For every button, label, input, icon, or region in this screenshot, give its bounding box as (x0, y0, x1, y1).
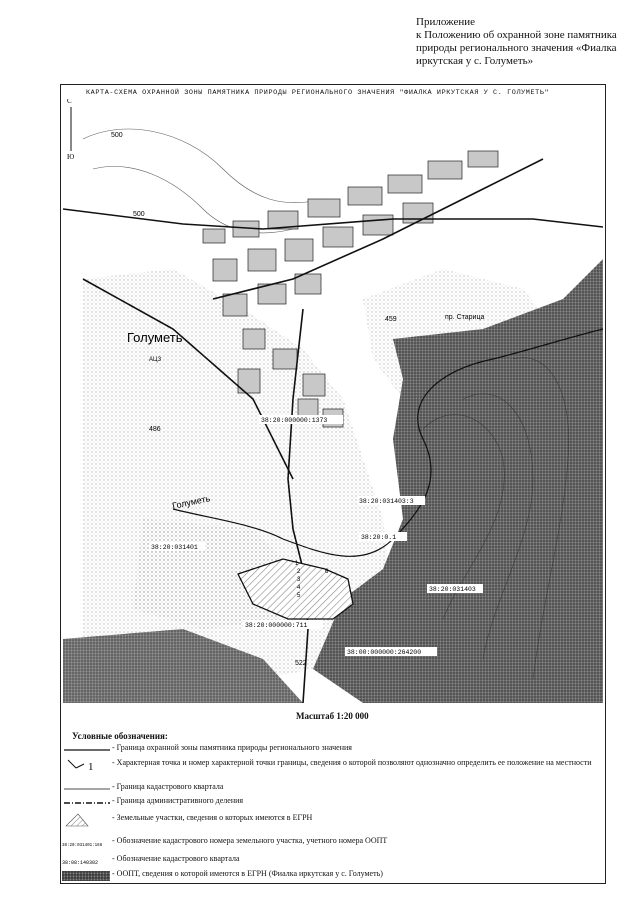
appendix-line: Приложение (416, 16, 476, 28)
north-label: С (67, 99, 72, 105)
elevation-label: 522 (295, 660, 307, 667)
legend-item-oopt (62, 868, 602, 884)
map-canvas (63, 99, 603, 703)
legend-text: - Обозначение кадастрового номера земельного участка, учетного номера ООПТ (112, 836, 388, 845)
small-label: АЦЗ (149, 357, 162, 363)
elevation-label: 459 (385, 316, 397, 323)
pond-label: пр. Старица (445, 314, 485, 321)
label-symbol-icon (62, 853, 112, 869)
elevation-label: 500 (111, 132, 123, 139)
legend-symbol-text: 38:20:031401:166 (62, 844, 103, 848)
legend-symbol-text: 1 (88, 761, 94, 773)
dark-fill-symbol-icon (62, 868, 112, 884)
point-number: 3 (297, 577, 301, 583)
point-number: 2 (297, 569, 301, 575)
cadastral-label: 38:00:000000:264200 (347, 649, 422, 656)
legend-item-cadastral-number (62, 835, 602, 851)
legend-text: - Граница охранной зоны памятника природы регионального значения (112, 743, 352, 752)
map-title: КАРТА-СХЕМА ОХРАННОЙ ЗОНЫ ПАМЯТНИКА ПРИРОДЫ РЕГИОНАЛЬНОГО ЗНАЧЕНИЯ "ФИАЛКА ИРКУТСКАЯ У С. ГОЛУМЕТЬ" (86, 89, 550, 97)
legend-text: - Характерная точка и номер характерной точки границы, сведения о которой позволяют однозначно определить ее положение на местности (112, 758, 592, 767)
legend-text: - Обозначение кадастрового квартала (112, 854, 240, 863)
elevation-label: 486 (149, 426, 161, 433)
appendix-header (416, 16, 636, 68)
legend-item-zone-boundary (62, 742, 602, 758)
elevation-label: 500 (133, 211, 145, 218)
point-number: 5 (297, 593, 301, 599)
legend-item-land-plots (62, 812, 602, 828)
south-label: Ю (67, 153, 75, 161)
legend-item-admin-boundary (62, 795, 602, 811)
appendix-line: природы регионального значения «Фиалка (416, 42, 617, 54)
cadastral-label: 38:20:031401 (151, 544, 198, 551)
appendix-line: к Положению об охранной зоне памятника (416, 29, 617, 41)
legend-title: Условные обозначения: (72, 731, 168, 741)
legend-text: - ООПТ, сведения о которой имеются в ЕГРН (Фиалка иркутская у с. Голуметь) (112, 869, 383, 878)
cadastral-label: 38:20:000000:1373 (261, 417, 328, 424)
appendix-line: иркутская у с. Голуметь» (416, 55, 534, 67)
point-number: 4 (297, 585, 301, 591)
cadastral-label: 38:20:000000:711 (245, 622, 308, 629)
legend-symbol-text: 38:08:140302 (62, 860, 99, 866)
label-symbol-icon (62, 835, 112, 851)
point-symbol-icon (62, 757, 112, 773)
point-number: 1 (295, 561, 299, 567)
village-label: Голуметь (127, 330, 183, 345)
legend-text: - Граница кадастрового квартала (112, 782, 224, 791)
cadastral-label: 38:20:031403:3 (359, 498, 414, 505)
legend-item-point (62, 757, 602, 779)
dashed-line-symbol-icon (62, 795, 112, 811)
river-label: Голуметь (171, 493, 212, 511)
point-number: 6 (325, 569, 329, 575)
legend-text: - Земельные участки, сведения о которых имеются в ЕГРН (112, 813, 313, 822)
cadastral-label: 38:20:0.1 (361, 534, 397, 541)
legend-text: - Граница административного деления (112, 796, 244, 805)
hatch-symbol-icon (62, 812, 112, 828)
cadastral-label: 38:20:031403 (429, 586, 476, 593)
solid-line-symbol-icon (62, 742, 112, 758)
legend-item-quarter (62, 853, 602, 869)
map-scale: Масштаб 1:20 000 (296, 711, 369, 721)
